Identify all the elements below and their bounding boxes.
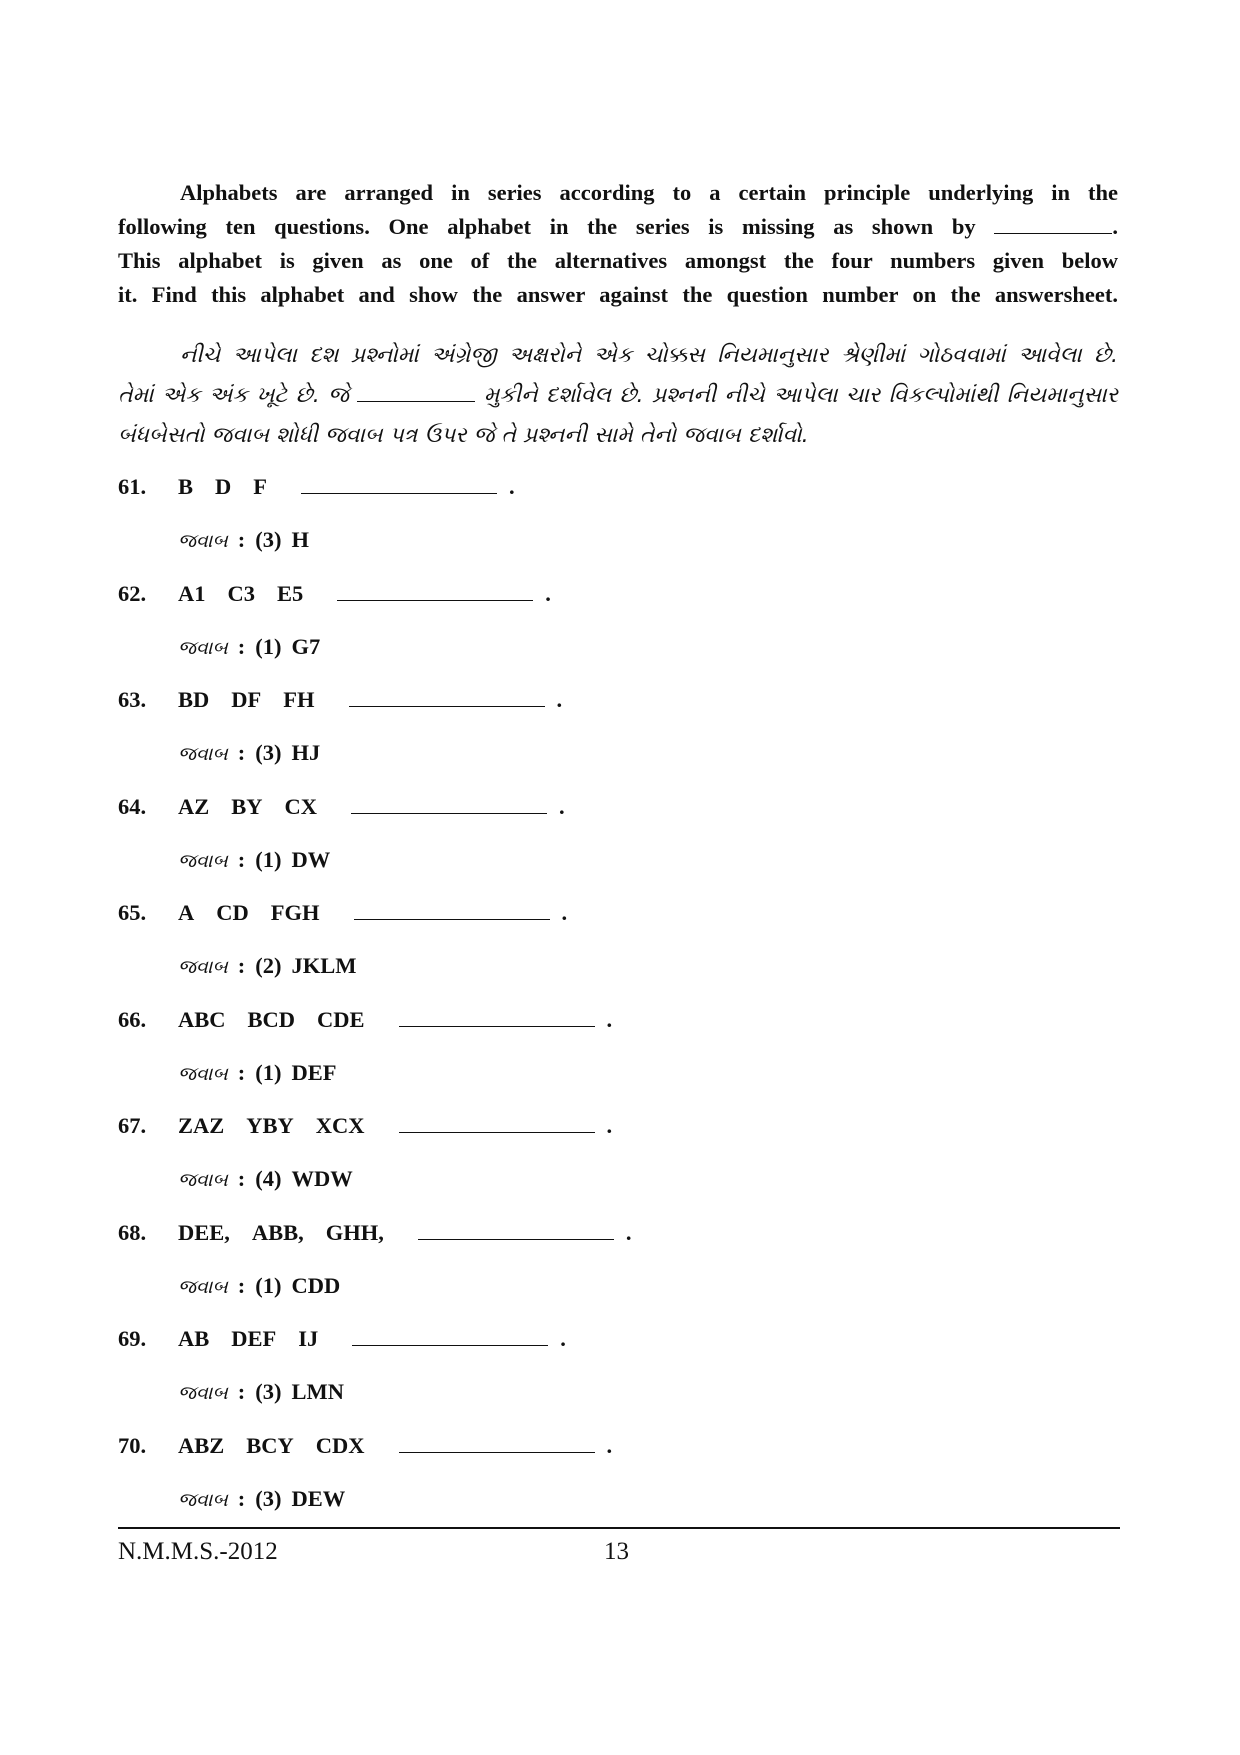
- series-term: F: [253, 474, 268, 499]
- series-term: CD: [216, 900, 249, 925]
- series-term: BCD: [247, 1007, 296, 1032]
- answer-label: જવાબ: [178, 1063, 228, 1085]
- footer-rule: [118, 1527, 1120, 1529]
- question-number: 66.: [118, 1007, 147, 1032]
- instructions-english-line-1: Alphabets are arranged in series according to a certain principle underlying in the: [180, 180, 1118, 205]
- answer-option-number: (4): [255, 1166, 282, 1191]
- answer-value: DW: [291, 847, 331, 872]
- answer-blank: [301, 473, 497, 494]
- answer-option-number: (3): [255, 1486, 282, 1511]
- instructions-gujarati: [118, 336, 1118, 456]
- instructions-english: [118, 176, 1118, 312]
- answer-value: DEF: [291, 1060, 337, 1085]
- answer-row: [178, 632, 320, 662]
- answer-label: જવાબ: [178, 1169, 228, 1191]
- question-number: 61.: [118, 474, 147, 499]
- answer-value: CDD: [291, 1273, 341, 1298]
- question-end-mark: .: [606, 1007, 613, 1032]
- question-number: 63.: [118, 687, 147, 712]
- series-term: FGH: [270, 900, 320, 925]
- series-term: D: [215, 474, 232, 499]
- question-row: [118, 1111, 612, 1141]
- answer-row: [178, 738, 320, 768]
- answer-colon: :: [237, 1486, 246, 1511]
- question-row: [118, 898, 567, 928]
- answer-colon: :: [237, 1166, 246, 1191]
- instructions-english-line-3: This alphabet is given as one of the alternatives amongst the four numbers given below: [118, 248, 1118, 273]
- instructions-english-line-2: following ten questions. One alphabet in the series is missing as shown by .: [118, 210, 1118, 244]
- question-row: [118, 792, 565, 822]
- answer-row: [178, 1484, 345, 1514]
- question-end-mark: .: [559, 794, 565, 819]
- answer-colon: :: [237, 953, 246, 978]
- question-number: 69.: [118, 1326, 147, 1351]
- answer-colon: :: [237, 1273, 246, 1298]
- question-end-mark: .: [561, 900, 568, 925]
- series-term: YBY: [246, 1113, 294, 1138]
- answer-blank: [399, 1006, 595, 1027]
- answer-blank: [352, 1325, 548, 1346]
- answer-value: JKLM: [291, 953, 357, 978]
- answer-value: DEW: [291, 1486, 346, 1511]
- question-row: [118, 1431, 612, 1461]
- answer-option-number: (1): [255, 1060, 282, 1085]
- answer-blank: [337, 580, 533, 601]
- question-number: 65.: [118, 900, 147, 925]
- answer-option-number: (1): [255, 634, 282, 659]
- answer-blank: [418, 1219, 614, 1240]
- answer-row: [178, 525, 309, 555]
- answer-blank: [351, 793, 547, 814]
- answer-value: WDW: [291, 1166, 353, 1191]
- answer-colon: :: [237, 527, 246, 552]
- answer-colon: :: [237, 1060, 246, 1085]
- series-term: AB: [178, 1326, 210, 1351]
- answer-label: જવાબ: [178, 1382, 228, 1404]
- question-number: 64.: [118, 794, 147, 819]
- question-end-mark: .: [606, 1433, 613, 1458]
- blank-marker: [994, 211, 1112, 234]
- question-row: [118, 1324, 566, 1354]
- series-term: BCY: [246, 1433, 294, 1458]
- answer-colon: :: [237, 740, 246, 765]
- answer-option-number: (1): [255, 847, 282, 872]
- answer-label: જવાબ: [178, 1489, 228, 1511]
- answer-colon: :: [237, 634, 246, 659]
- answer-value: G7: [291, 634, 321, 659]
- series-term: XCX: [315, 1113, 365, 1138]
- series-term: DEF: [231, 1326, 277, 1351]
- footer-exam-title: N.M.M.S.-2012: [118, 1538, 278, 1565]
- answer-label: જવાબ: [178, 637, 228, 659]
- answer-label: જવાબ: [178, 1276, 228, 1298]
- series-term: GHH,: [325, 1220, 384, 1245]
- answer-option-number: (3): [255, 740, 282, 765]
- series-term: C3: [227, 581, 255, 606]
- answer-label: જવાબ: [178, 850, 228, 872]
- series-term: AZ: [178, 794, 210, 819]
- answer-value: H: [291, 527, 309, 552]
- answer-option-number: (3): [255, 527, 282, 552]
- question-row: [118, 685, 562, 715]
- answer-option-number: (2): [255, 953, 282, 978]
- series-term: CDE: [317, 1007, 365, 1032]
- instructions-gujarati-line-1: નીચે આપેલા દશ પ્રશ્નોમાં અંગ્રેજી અક્ષરોને એક ચોક્કસ નિયમાનુસાર શ્રેણીમાં ગોઠવવામાં આવેલા છે.: [180, 343, 1118, 368]
- series-term: IJ: [298, 1326, 319, 1351]
- question-number: 62.: [118, 581, 147, 606]
- answer-blank: [399, 1112, 595, 1133]
- answer-value: HJ: [291, 740, 321, 765]
- page-number: 13: [604, 1538, 629, 1565]
- series-term: ABC: [178, 1007, 226, 1032]
- question-end-mark: .: [556, 687, 563, 712]
- question-row: [118, 1005, 612, 1035]
- answer-row: [178, 845, 330, 875]
- series-term: DF: [231, 687, 262, 712]
- answer-blank: [354, 899, 550, 920]
- answer-row: [178, 1058, 336, 1088]
- question-end-mark: .: [509, 474, 515, 499]
- series-term: ABZ: [178, 1433, 225, 1458]
- answer-colon: :: [237, 847, 246, 872]
- series-term: A1: [178, 581, 206, 606]
- series-term: BD: [178, 687, 210, 712]
- answer-colon: :: [237, 1379, 246, 1404]
- question-row: [118, 472, 515, 502]
- answer-label: જવાબ: [178, 956, 228, 978]
- question-end-mark: .: [625, 1220, 632, 1245]
- series-term: E5: [277, 581, 304, 606]
- question-number: 68.: [118, 1220, 147, 1245]
- question-row: [118, 579, 551, 609]
- instructions-gujarati-line-2: તેમાં એક અંક ખૂટે છે. જે મુકીને દર્શાવેલ છે. પ્રશ્નની નીચે આપેલા ચાર વિકલ્પોમાંથી નિયમાનુસાર: [118, 383, 1118, 408]
- answer-label: જવાબ: [178, 743, 228, 765]
- answer-row: [178, 1377, 344, 1407]
- answer-label: જવાબ: [178, 530, 228, 552]
- question-end-mark: .: [545, 581, 551, 606]
- question-number: 67.: [118, 1113, 147, 1138]
- answer-value: LMN: [291, 1379, 344, 1404]
- series-term: ABB,: [251, 1220, 304, 1245]
- answer-row: [178, 951, 356, 981]
- question-end-mark: .: [606, 1113, 613, 1138]
- series-term: CX: [284, 794, 318, 819]
- instructions-english-line-4: it. Find this alphabet and show the answer against the question number on the answersheet.: [118, 282, 1118, 307]
- answer-option-number: (1): [255, 1273, 282, 1298]
- series-term: ZAZ: [178, 1113, 225, 1138]
- answer-option-number: (3): [255, 1379, 282, 1404]
- instructions-gujarati-line-3: બંધબેસતો જવાબ શોધી જવાબ પત્ર ઉપર જે તે પ્રશ્નની સામે તેનો જવાબ દર્શાવો.: [118, 423, 809, 448]
- series-term: A: [178, 900, 195, 925]
- question-number: 70.: [118, 1433, 147, 1458]
- question-end-mark: .: [560, 1326, 566, 1351]
- series-term: FH: [283, 687, 315, 712]
- series-term: DEE,: [178, 1220, 230, 1245]
- question-row: [118, 1218, 632, 1248]
- answer-blank: [349, 686, 545, 707]
- series-term: CDX: [315, 1433, 365, 1458]
- answer-row: [178, 1164, 353, 1194]
- answer-row: [178, 1271, 340, 1301]
- series-term: BY: [231, 794, 263, 819]
- blank-marker: [357, 381, 475, 402]
- answer-blank: [399, 1432, 595, 1453]
- series-term: B: [178, 474, 194, 499]
